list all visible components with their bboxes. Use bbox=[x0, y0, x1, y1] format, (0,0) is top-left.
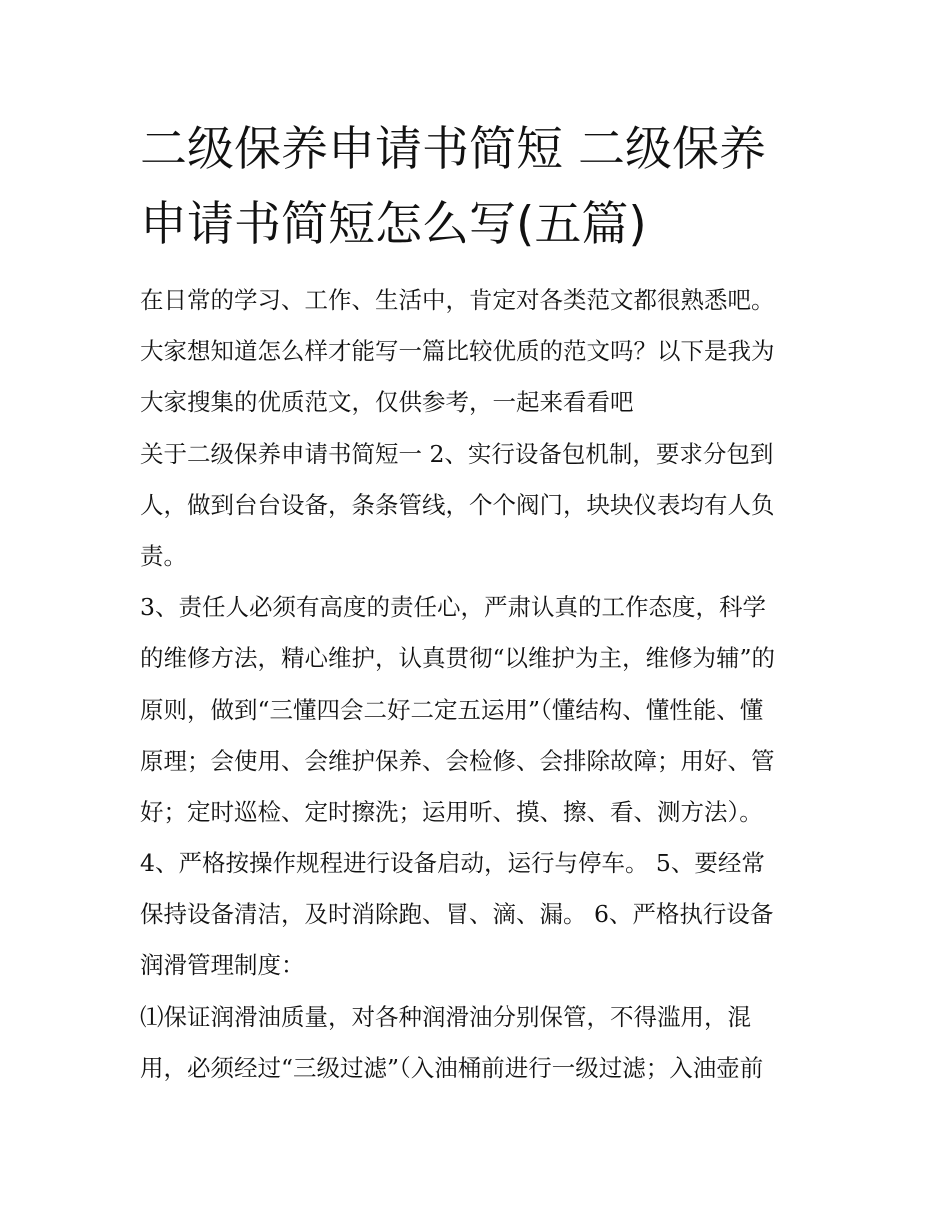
body-line: 原理；会使用、会维护保养、会检修、会排除故障；用好、管 bbox=[140, 746, 775, 775]
body-line: 润滑管理制度： bbox=[140, 951, 305, 980]
document-body bbox=[140, 279, 820, 1098]
title-line-2: 申请书简短怎么写(五篇) bbox=[140, 197, 647, 252]
body-line: 保持设备清洁，及时消除跑、冒、滴、漏。 6、严格执行设备 bbox=[140, 900, 774, 929]
title-line-1: 二级保养申请书简短 二级保养 bbox=[140, 122, 766, 177]
body-line: 在日常的学习、工作、生活中，肯定对各类范文都很熟悉吧。 bbox=[140, 286, 775, 314]
body-line: 好；定时巡检、定时擦洗；运用听、摸、擦、看、测方法）。 bbox=[140, 797, 763, 826]
body-line: 大家搜集的优质范文，仅供参考，一起来看看吧 bbox=[140, 388, 634, 417]
body-line: 关于二级保养申请书简短一 2、实行设备包机制，要求分包到 bbox=[140, 439, 774, 468]
body-line: 用，必须经过“三级过滤”（入油桶前进行一级过滤；入油壶前 bbox=[140, 1053, 764, 1082]
body-line: 3、责任人必须有高度的责任心，严肃认真的工作态度，科学 bbox=[140, 593, 766, 622]
body-line: ⑴保证润滑油质量，对各种润滑油分别保管，不得滥用，混 bbox=[140, 1002, 751, 1031]
body-line: 的维修方法，精心维护，认真贯彻“以维护为主，维修为辅”的 bbox=[140, 644, 776, 673]
document-title bbox=[140, 112, 820, 262]
body-line: 原则，做到“三懂四会二好二定五运用”（懂结构、懂性能、懂 bbox=[140, 695, 764, 724]
body-line: 人，做到台台设备，条条管线，个个阀门，块块仪表均有人负 bbox=[140, 490, 775, 519]
body-line: 责。 bbox=[140, 541, 187, 570]
body-line: 大家想知道怎么样才能写一篇比较优质的范文吗？以下是我为 bbox=[140, 337, 775, 366]
body-line: 4、严格按操作规程进行设备启动，运行与停车。 5、要经常 bbox=[140, 849, 765, 878]
